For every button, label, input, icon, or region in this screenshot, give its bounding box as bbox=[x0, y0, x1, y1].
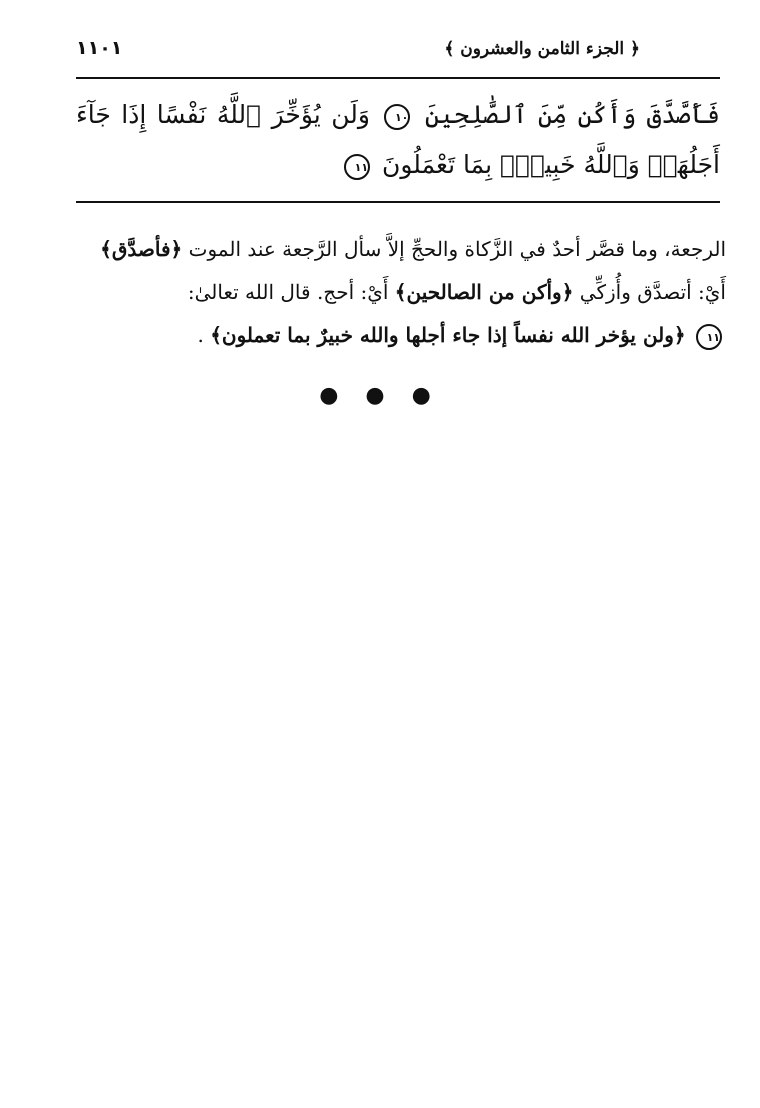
bottom-rule bbox=[76, 201, 720, 203]
commentary-text-span: . bbox=[197, 323, 204, 347]
commentary-text bbox=[70, 228, 726, 357]
quran-verse-block bbox=[76, 90, 720, 196]
quoted-verse-fragment: ﴿فأصدَّق﴾ bbox=[100, 237, 183, 261]
verse-number-marker-10: ١٠ bbox=[384, 104, 410, 130]
commentary-text-span: الرجعة، وما قصَّر أحدٌ في الزَّكاة والحجِّ إلاَّ سأل الرَّجعة عند الموت bbox=[188, 237, 726, 261]
top-rule bbox=[76, 77, 720, 79]
page-header bbox=[76, 30, 720, 66]
commentary-line-1 bbox=[70, 228, 726, 271]
commentary-text-span: أَيْ: أحج. قال الله تعالىٰ: bbox=[187, 280, 389, 304]
verse-text-10: فَأَصَّدَّقَ وَأَكُن مِّنَ ٱلصَّٰلِحِينَ bbox=[424, 100, 721, 129]
commentary-line-2 bbox=[70, 271, 726, 314]
verse-number-marker-11: ١١ bbox=[344, 154, 370, 180]
section-separator-dots: ● ● ● bbox=[319, 383, 441, 408]
verse-text-11: وَلَن يُؤَخِّرَ ٱللَّهُ نَفْسًا إِذَا جَآءَ أَجَلُهَاۚ وَٱللَّهُ خَبِيرُۢ بِمَا تَعْمَلُونَ bbox=[76, 100, 720, 179]
running-title: ﴿ الجزء الثامن والعشرون ﴾ bbox=[444, 38, 640, 59]
quoted-verse-fragment: ﴿ولن يؤخر الله نفساً إذا جاء أجلها والله خبيرٌ بما تعملون﴾ bbox=[210, 323, 686, 347]
verse-number-marker-11: ١١ bbox=[696, 324, 722, 350]
quoted-verse-fragment: ﴿وأكن من الصالحين﴾ bbox=[394, 280, 574, 304]
commentary-text-span: أَيْ: أتصدَّق وأُزكِّي bbox=[579, 280, 726, 304]
commentary-line-3 bbox=[70, 314, 726, 357]
page-number: ١١٠١ bbox=[76, 37, 123, 59]
